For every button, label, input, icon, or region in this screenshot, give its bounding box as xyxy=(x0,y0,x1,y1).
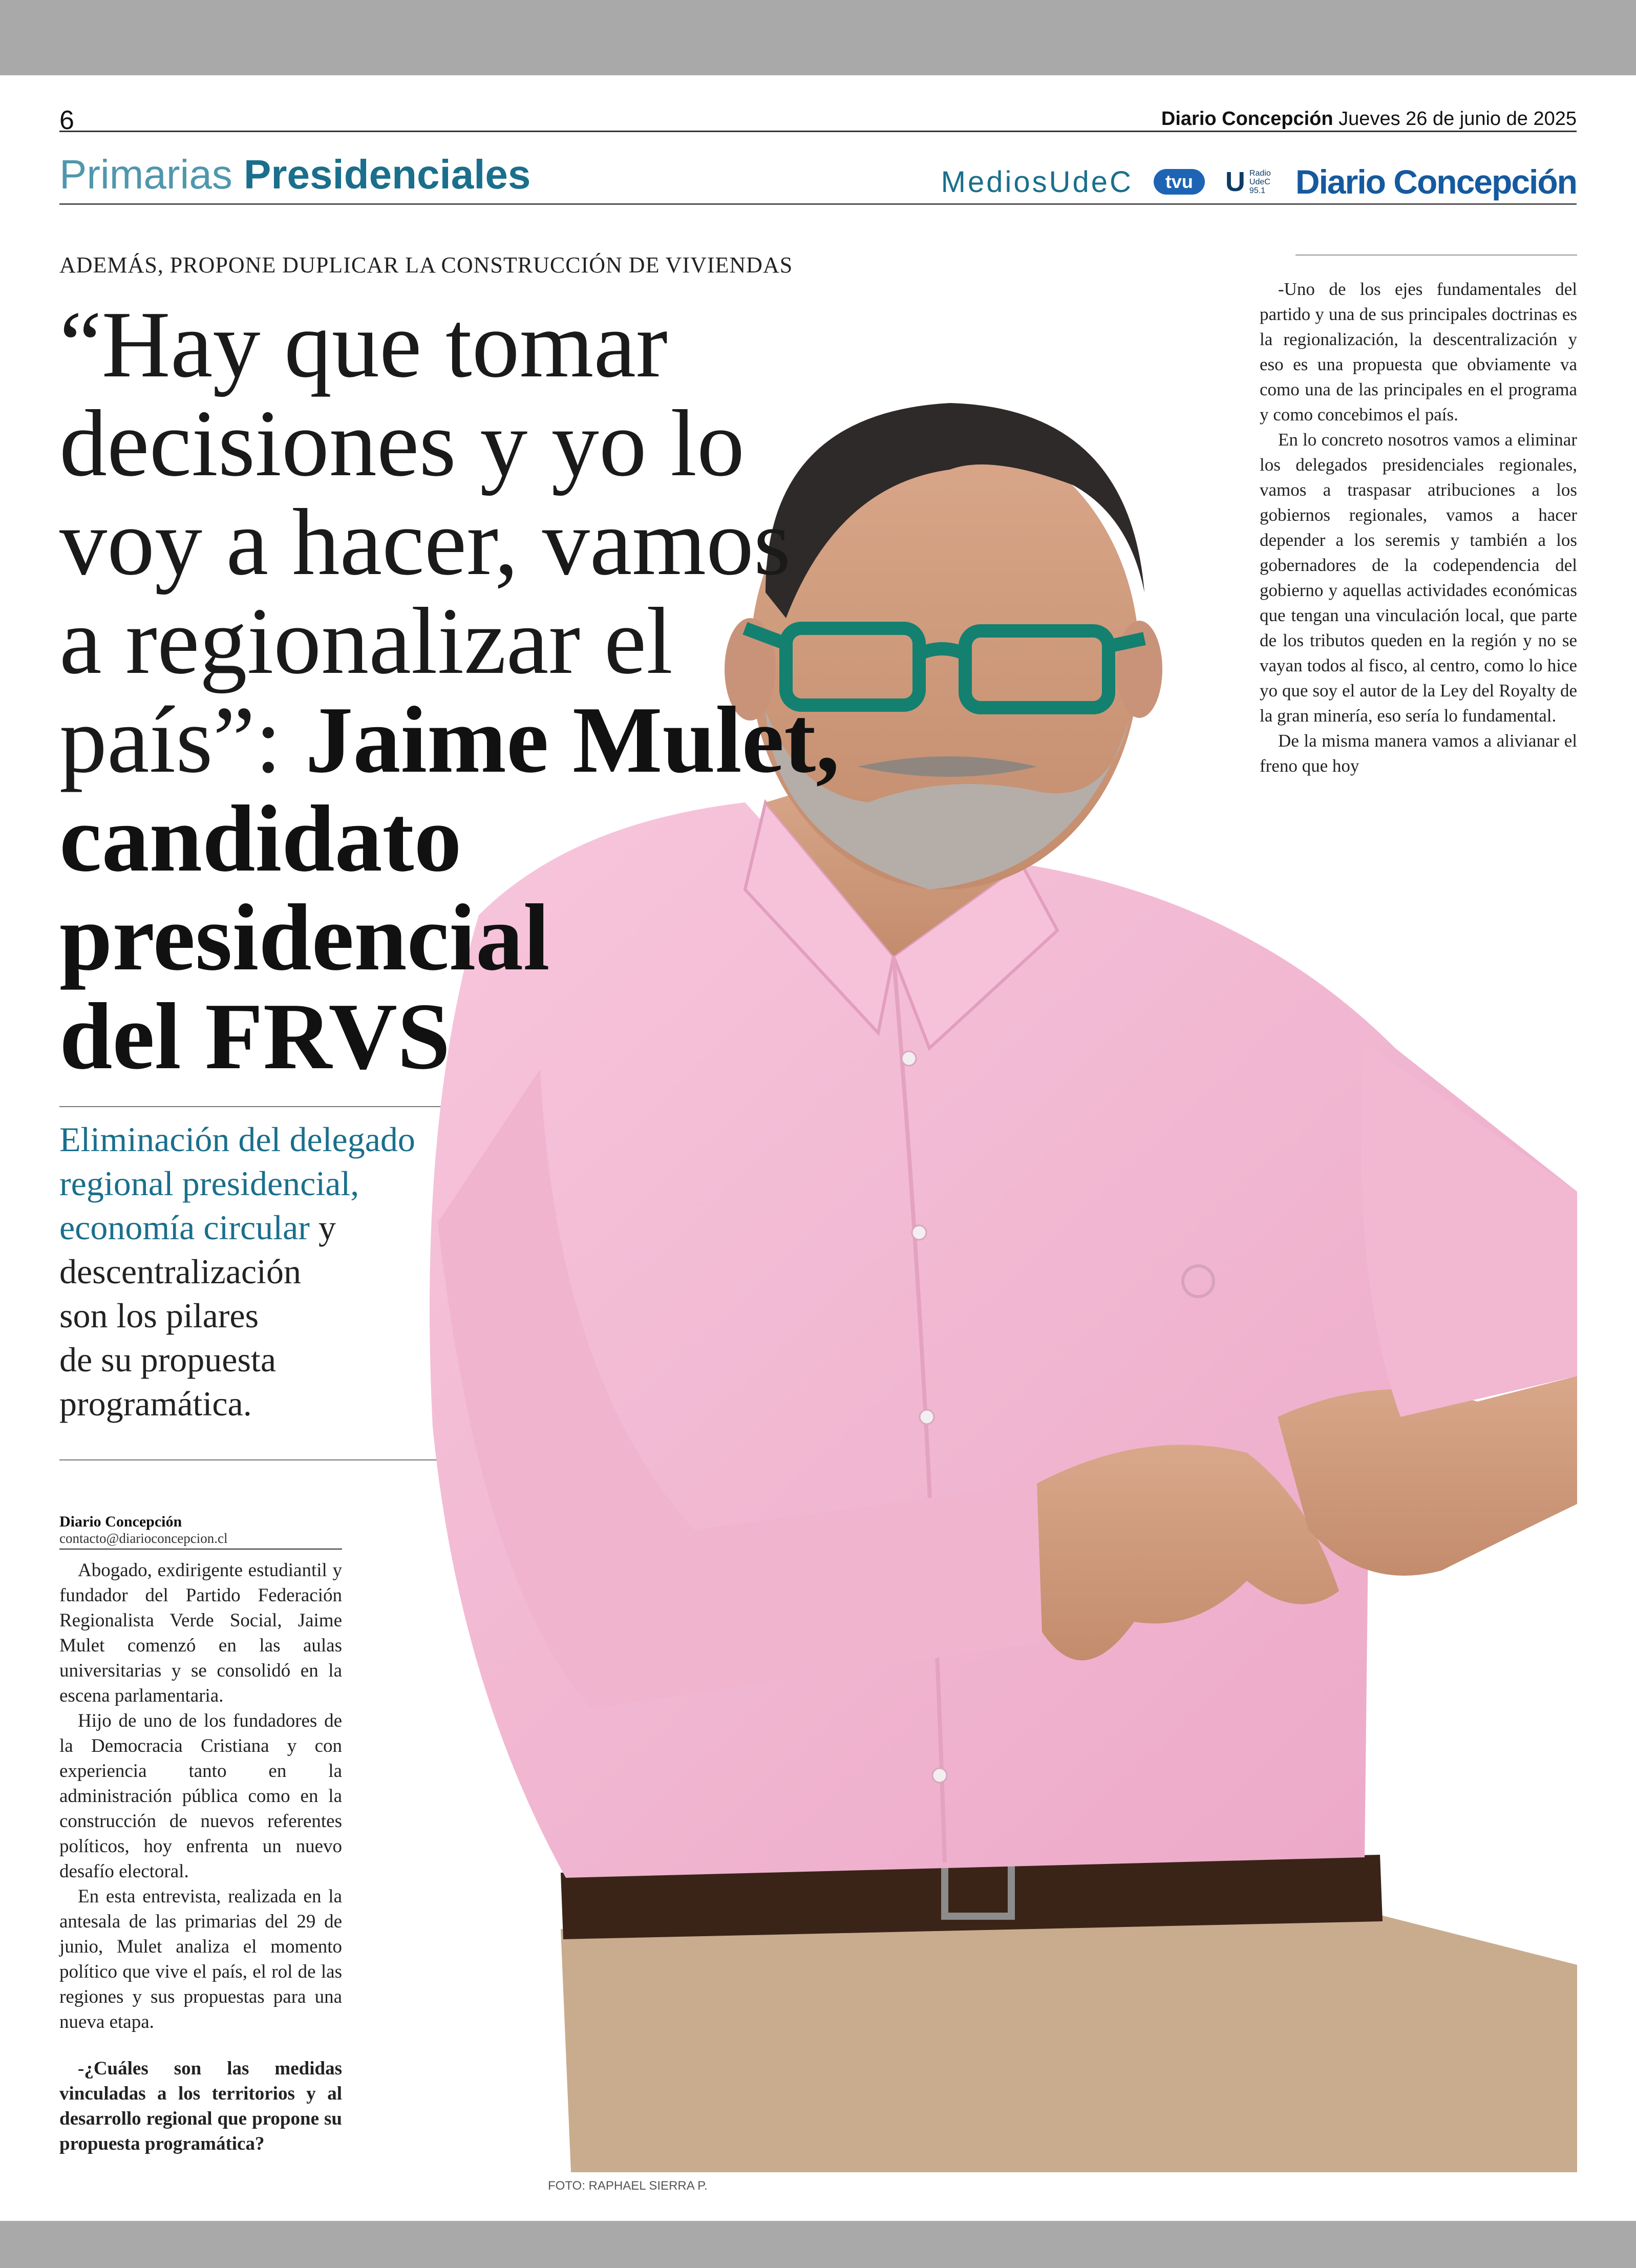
paragraph: Hijo de uno de los fundadores de la Democracia Cristiana y con experiencia tanto en la administración pública como en la construcción de nuevos referentes políticos, hoy enfrenta un nuevo desafío electoral. xyxy=(59,1710,342,1882)
page-number: 6 xyxy=(59,105,74,135)
lead-deck: Eliminación del delegado regional presidencial, economía circular y descentralización son los pilares de su propuesta programática. xyxy=(59,1120,415,1423)
newspaper-page xyxy=(0,75,1636,2221)
media-logos xyxy=(941,162,1577,201)
article-body-left xyxy=(59,1558,342,2156)
paragraph: De la misma manera vamos a alivianar el freno que hoy xyxy=(1260,731,1577,776)
byline-email[interactable]: contacto@diarioconcepcion.cl xyxy=(59,1531,342,1550)
medios-udec-logo: MediosUdeC xyxy=(941,165,1133,199)
page-header xyxy=(59,105,1577,135)
kicker: ADEMÁS, PROPONE DUPLICAR LA CONSTRUCCIÓN DE VIVIENDAS xyxy=(59,252,793,278)
paragraph: En esta entrevista, realizada en la antesala de las primarias del 29 de junio, Mulet analiza el momento político que vive el país, el rol de las regiones y sus propuestas para una nueva etapa. xyxy=(59,1886,342,2032)
section-divider xyxy=(59,203,1577,205)
byline xyxy=(59,1513,342,1550)
section-title-light: Primarias xyxy=(59,152,232,197)
radio-u-icon: U xyxy=(1225,166,1245,197)
paragraph: Abogado, exdirigente estudiantil y fundador del Partido Federación Regionalista Verde Social, Jaime Mulet comenzó en las aulas universitarias y se consolidó en la escena parlamentaria. xyxy=(59,1560,342,1706)
trousers xyxy=(561,1914,1577,2172)
right-sleeve xyxy=(1361,1043,1577,1417)
section-title-bold: Presidenciales xyxy=(244,152,531,197)
paragraph: -Uno de los ejes fundamentales del partido y una de sus principales doctrinas es la regionalización, la descentralización y eso es una propuesta que obviamente va como una de las principales en el programa y como concebimos el país. xyxy=(1260,279,1577,425)
radio-udec-logo: U Radio UdeC 95.1 xyxy=(1225,166,1271,197)
section-title xyxy=(59,151,530,198)
headline: “Hay que tomar decisiones y yo lo voy a hacer, vamos a regionalizar el país”: Jaime Mulet, candidato presidencial del FRVS xyxy=(59,292,840,1089)
diario-concepcion-logo: Diario Concepción xyxy=(1295,163,1577,201)
issue-date: Jueves 26 de junio de 2025 xyxy=(1338,108,1577,130)
article-body-right xyxy=(1260,277,1577,778)
column-divider xyxy=(1295,255,1577,256)
byline-name: Diario Concepción xyxy=(59,1513,182,1530)
paragraph: En lo concreto nosotros vamos a eliminar los delegados presidenciales regionales, vamos a traspasar atribuciones a los gobiernos regionales, vamos a hacer depender a los seremis y también a los gobernadores de la codependencia del gobierno y aquellas actividades económicas que tengan una vinculación local, que parte de los tributos queden en la región y no se vayan todos al fisco, al centro, como lo hice yo que soy el autor de la Ley del Royalty de la gran minería, eso sería lo fundamental. xyxy=(1260,430,1577,726)
headline-name: Jaime Mulet, xyxy=(305,687,840,793)
interview-question: -¿Cuáles son las medidas vinculadas a los territorios y al desarrollo regional que propone su propuesta programática? xyxy=(59,2058,342,2154)
dateline xyxy=(1161,108,1577,130)
photo-credit: FOTO: RAPHAEL SIERRA P. xyxy=(548,2179,708,2193)
tvu-logo: tvu xyxy=(1154,169,1205,195)
paper-name: Diario Concepción xyxy=(1161,108,1333,130)
